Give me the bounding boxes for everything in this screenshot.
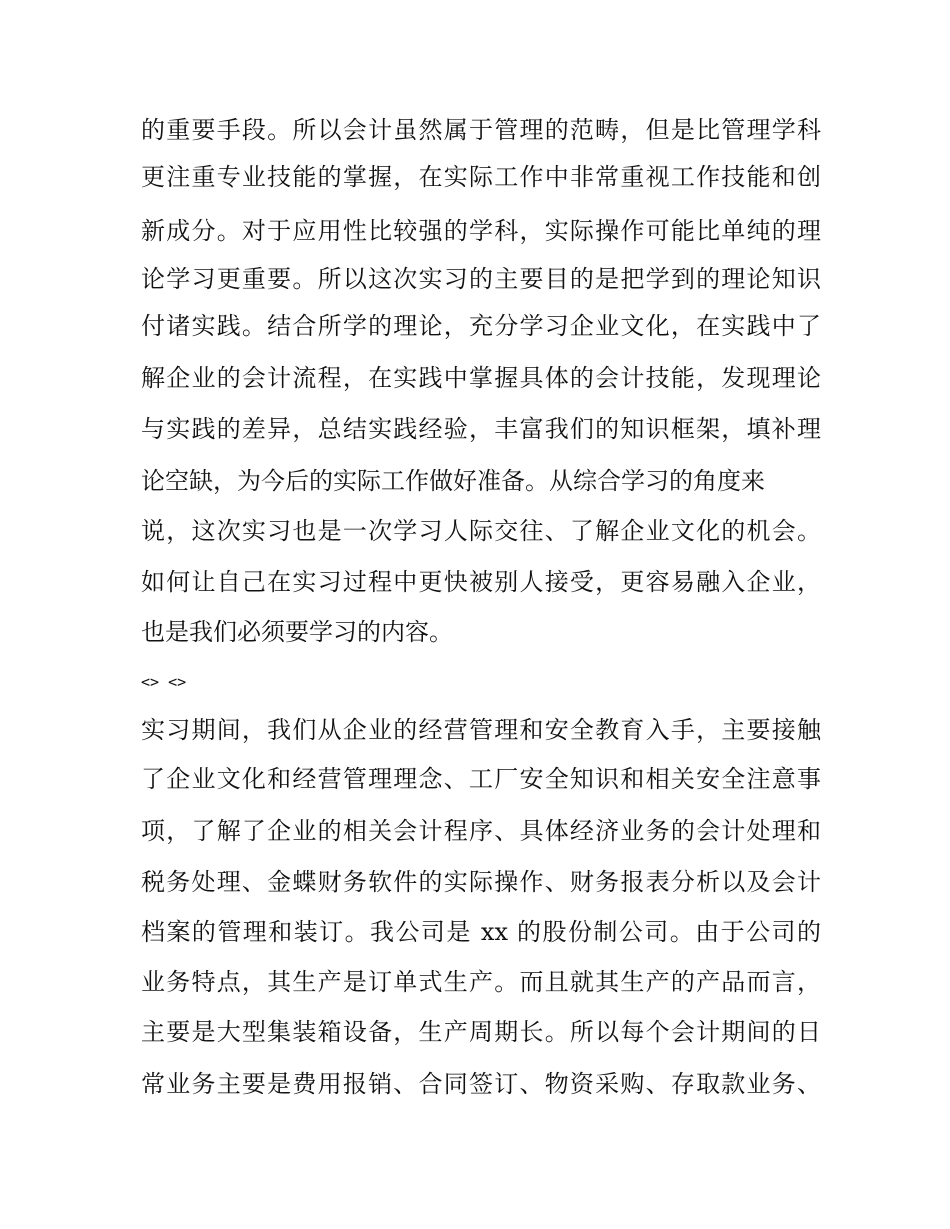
paragraph1-line: 解企业的会计流程，在实践中掌握具体的会计技能，发现理论	[141, 364, 821, 392]
paragraph2-line: 了企业文化和经营管理理念、工厂安全知识和相关安全注意事	[141, 765, 821, 793]
paragraph2-line: 项，了解了企业的相关会计程序、具体经济业务的会计处理和	[141, 817, 821, 845]
paragraph1-line: 论学习更重要。所以这次实习的主要目的是把学到的理论知识	[141, 265, 821, 293]
paragraph1-line: 与实践的差异，总结实践经验，丰富我们的知识框架，填补理	[141, 415, 821, 443]
paragraph2-line: 税务处理、金蝶财务软件的实际操作、财务报表分析以及会计	[141, 868, 821, 896]
section-separator: <> <>	[141, 673, 187, 691]
paragraph1-line: 如何让自己在实习过程中更快被别人接受，更容易融入企业，	[141, 568, 821, 596]
paragraph2-line: 常业务主要是费用报销、合同签订、物资采购、存取款业务、	[141, 1070, 821, 1098]
paragraph2-line: 实习期间，我们从企业的经营管理和安全教育入手，主要接触	[141, 716, 821, 744]
paragraph1-line: 付诸实践。结合所学的理论，充分学习企业文化，在实践中了	[141, 312, 821, 340]
paragraph1-line: 更注重专业技能的掌握，在实际工作中非常重视工作技能和创	[141, 163, 821, 191]
paragraph2-line: 主要是大型集装箱设备，生产周期长。所以每个会计期间的日	[141, 1018, 821, 1046]
paragraph2-line: 档案的管理和装订。我公司是 xx 的股份制公司。由于公司的	[141, 918, 821, 946]
paragraph1-line: 也是我们必须要学习的内容。	[141, 618, 453, 646]
paragraph1-line: 新成分。对于应用性比较强的学科，实际操作可能比单纯的理	[141, 217, 821, 245]
paragraph1-line: 的重要手段。所以会计虽然属于管理的范畴，但是比管理学科	[141, 116, 821, 144]
paragraph1-line: 说，这次实习也是一次学习人际交往、了解企业文化的机会。	[141, 517, 821, 545]
paragraph2-line: 业务特点，其生产是订单式生产。而且就其生产的产品而言，	[141, 968, 821, 996]
paragraph1-line: 论空缺，为今后的实际工作做好准备。从综合学习的角度来	[141, 467, 765, 495]
